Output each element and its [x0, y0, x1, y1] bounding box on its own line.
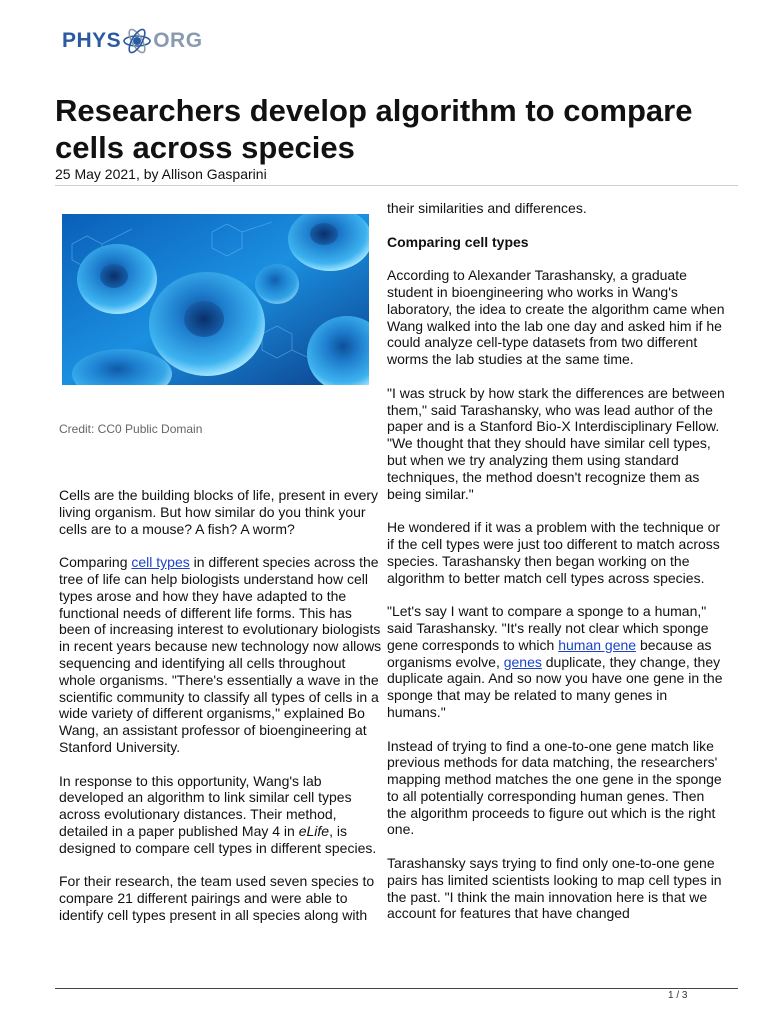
- section-subheading: Comparing cell types: [387, 233, 529, 250]
- page-number: 1 / 3: [668, 990, 688, 1001]
- footer-divider: [55, 988, 738, 989]
- paragraph: Instead of trying to find a one-to-one gene match like previous methods for data matching, the researchers' mapping method matches the one gene in the sponge to all potentially corresponding human genes. Then the algorithm proceeds to figure out which is the right one.: [387, 737, 722, 838]
- image-credit: Credit: CC0 Public Domain: [59, 422, 203, 436]
- header-divider: [55, 185, 738, 186]
- link-cell-types[interactable]: cell types: [131, 554, 190, 571]
- paragraph: For their research, the team used seven species to compare 21 different pairings and were able to identify cell types present in all species along with: [59, 873, 375, 923]
- logo-text-org: ORG: [153, 29, 203, 52]
- paragraph: In response to this opportunity, Wang's lab developed an algorithm to link similar cell types across evolutionary distances. Their method, detailed in a paper published May 4 in eLife, is designed to compare cell types in different species.: [59, 772, 377, 856]
- article-body-right-column: [387, 200, 727, 939]
- article-byline: 25 May 2021, by Allison Gasparini: [55, 166, 267, 182]
- journal-name: eLife: [298, 822, 330, 839]
- article-title: Researchers develop algorithm to compare cells across species: [55, 93, 693, 165]
- hero-image-cells: [62, 214, 369, 385]
- paragraph: "I was struck by how stark the differences are between them," said Tarashansky, who was lead author of the paper and is a Stanford Bio-X Interdisciplinary Fellow. "We thought that they should have similar cell types, but when we try analyzing them using standard techniques, the method doesn't recognize them as being similar.": [387, 384, 725, 502]
- link-human-gene[interactable]: human gene: [558, 636, 637, 653]
- paragraph: Tarashansky says trying to find only one-to-one gene pairs has limited scientists looking to map cell types in the past. "I think the main innovation here is that we account for features that have changed: [387, 855, 722, 922]
- paragraph: "Let's say I want to compare a sponge to a human," said Tarashansky. "It's really not clear which sponge gene corresponds to which human gene because as organisms evolve, genes duplicate, they change, they duplicate again. And so now you have one gene in the sponge that may be related to many genes in humans.": [387, 603, 723, 720]
- paragraph: According to Alexander Tarashansky, a graduate student in bioengineering who works in Wang's laboratory, the idea to create the algorithm came when Wang walked into the lab one day and asked him if he could analyze cell-type datasets from two different worms the lab studies at the same time.: [387, 267, 725, 368]
- paragraph: Cells are the building blocks of life, present in every living organism. But how similar do you think your cells are to a mouse? A fish? A worm?: [59, 487, 379, 537]
- phys-org-logo[interactable]: [62, 26, 203, 56]
- article-body-left-column: [59, 487, 384, 941]
- atom-icon: [122, 26, 152, 56]
- logo-text-phys: PHYS: [62, 29, 122, 52]
- paragraph: Comparing cell types in different species across the tree of life can help biologists understand how cell types arose and how they have adapted to the functional needs of different life forms. This has been of increasing interest to evolutionary biologists in recent years because new technology now allows sequencing and identifying all cells throughout whole organisms. "There's essentially a wave in the scientific community to classify all types of cells in a wide variety of different organisms," explained Bo Wang, an assistant professor of bioengineering at Stanford University.: [59, 554, 382, 755]
- paragraph: their similarities and differences.: [387, 200, 587, 216]
- paragraph: He wondered if it was a problem with the technique or if the cell types were just too different to match across species. Tarashansky then began working on the algorithm to better match cell types across species.: [387, 519, 721, 586]
- link-genes[interactable]: genes: [503, 653, 542, 670]
